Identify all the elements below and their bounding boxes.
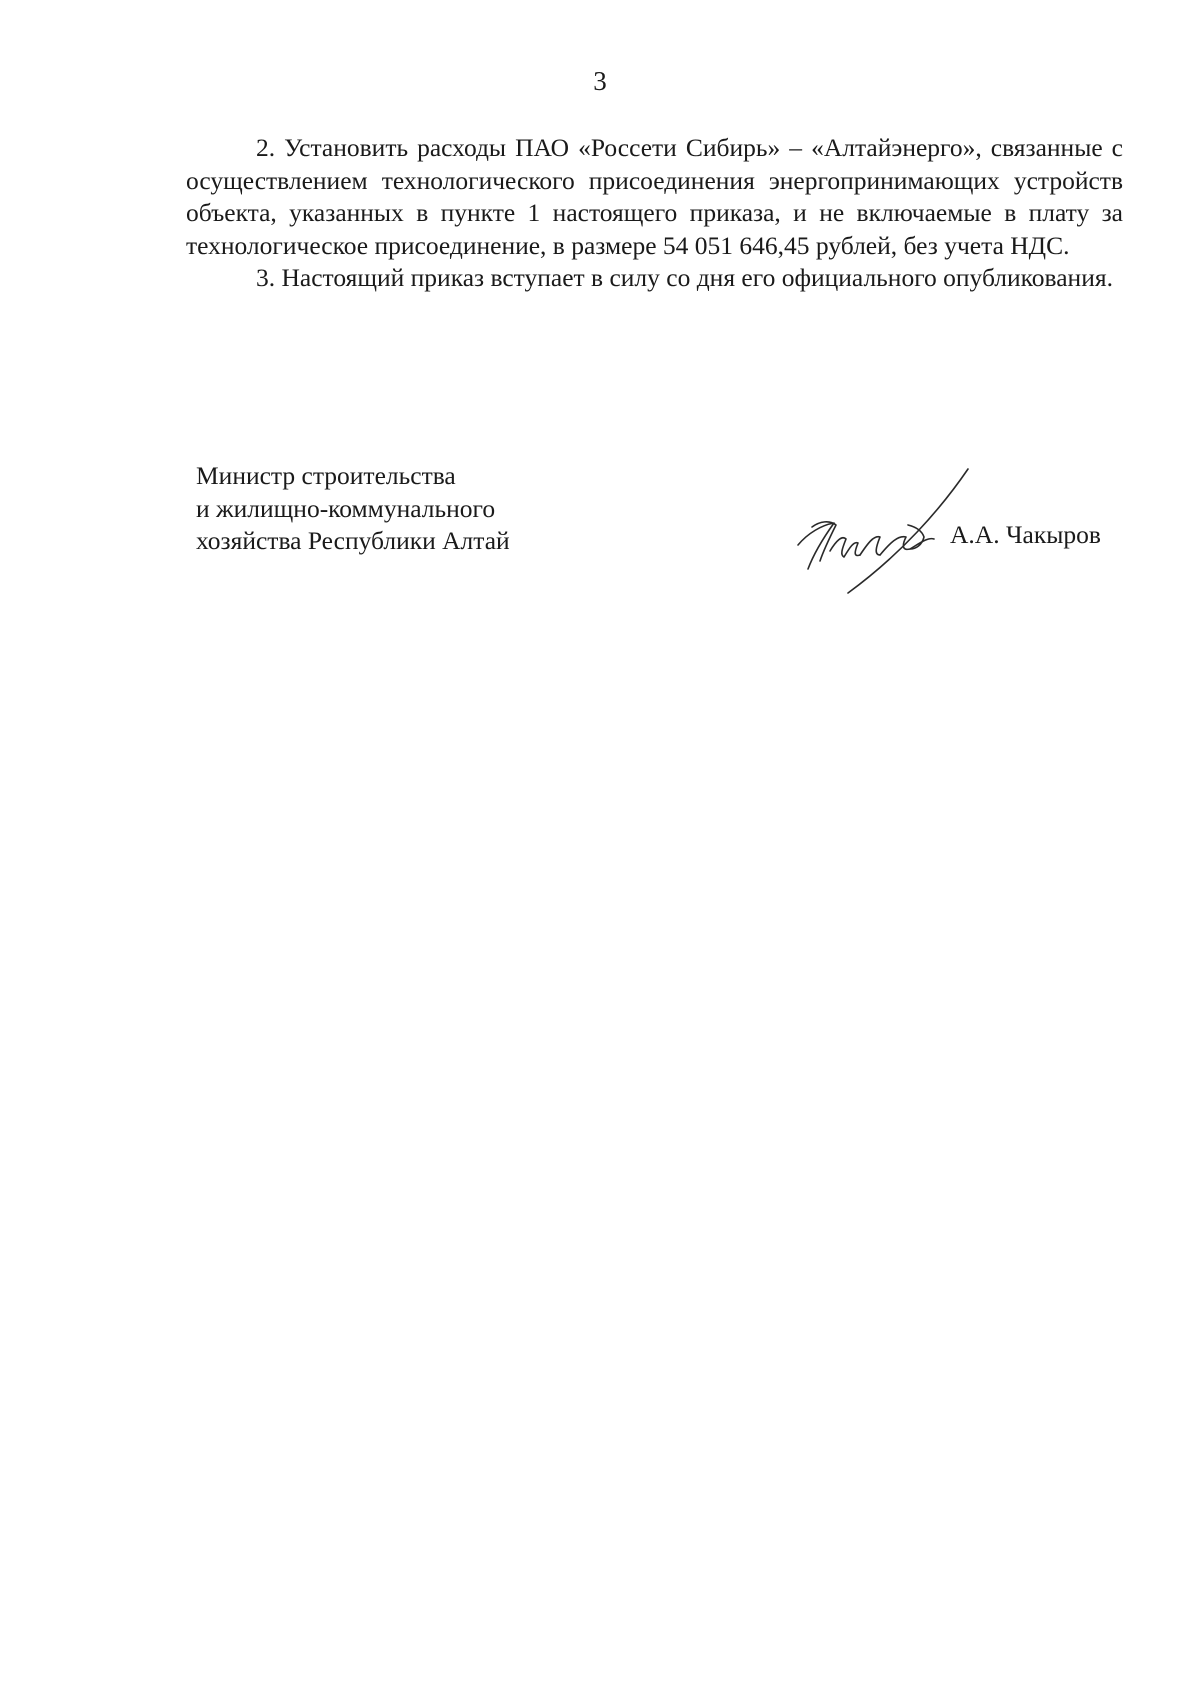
document-body	[186, 132, 1123, 295]
signatory-position-line: Министр строительства	[196, 461, 456, 490]
signatory-position	[196, 460, 510, 558]
paragraph-item-2: 2. Установить расходы ПАО «Россети Сибирь» – «Алтайэнерго», связанные с осуществлением технологического присоединения энергопринимающих устройств объекта, указанных в пункте 1 настоящего приказа, и не включаемые в плату за технологическое присоединение, в размере 54 051 646,45 рублей, без учета НДС.	[186, 133, 1123, 260]
signatory-position-line: и жилищно-коммунального	[196, 493, 496, 523]
page-number: 3	[593, 66, 607, 96]
paragraph-item-3: 3. Настоящий приказ вступает в силу со дня его официального опубликования.	[256, 263, 1113, 293]
signatory-name: А.А. Чакыров	[950, 520, 1101, 549]
handwritten-signature	[790, 465, 975, 595]
signatory-position-line: хозяйства Республики Алтай	[196, 526, 510, 555]
